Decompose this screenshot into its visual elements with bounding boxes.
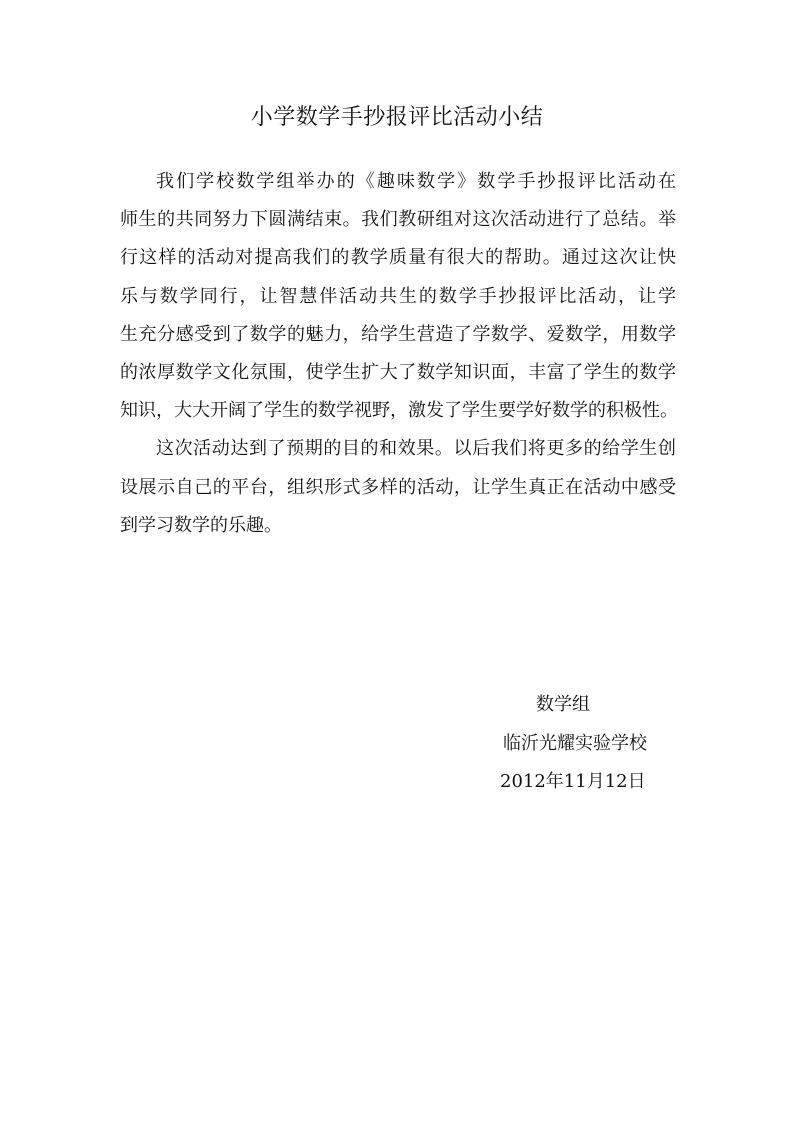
- paragraph-line: 师生的共同努力下圆满结束。我们教研组对这次活动进行了总结。举: [120, 209, 676, 231]
- paragraph-line: 行这样的活动对提高我们的教学质量有很大的帮助。通过这次让快: [120, 247, 676, 269]
- paragraph-line: 我们学校数学组举办的《趣味数学》数学手抄报评比活动在: [156, 171, 676, 192]
- signature-school: 临沂光耀实验学校: [503, 732, 647, 754]
- signature-team: 数学组: [536, 694, 590, 715]
- paragraph-1: [120, 163, 676, 430]
- signature-date: 2012年11月12日: [500, 771, 646, 792]
- document-title: 小学数学手抄报评比活动小结: [250, 105, 544, 130]
- paragraph-line: 这次活动达到了预期的目的和效果。以后我们将更多的给学生创: [156, 438, 676, 460]
- paragraph-line: 知识，大大开阔了学生的数学视野，激发了学生要学好数学的积极性。: [120, 400, 678, 422]
- paragraph-line: 到学习数学的乐趣。: [120, 514, 282, 536]
- paragraph-2: [120, 430, 676, 545]
- paragraph-line: 的浓厚数学文化氛围，使学生扩大了数学知识面，丰富了学生的数学: [120, 361, 676, 383]
- paragraph-line: 生充分感受到了数学的魅力，给学生营造了学数学、爱数学，用数学: [120, 323, 676, 345]
- paragraph-line: 乐与数学同行，让智慧伴活动共生的数学手抄报评比活动，让学: [120, 285, 676, 307]
- paragraph-line: 设展示自己的平台，组织形式多样的活动，让学生真正在活动中感受: [120, 476, 676, 498]
- document-body: [120, 163, 676, 545]
- signature-block: [490, 686, 670, 802]
